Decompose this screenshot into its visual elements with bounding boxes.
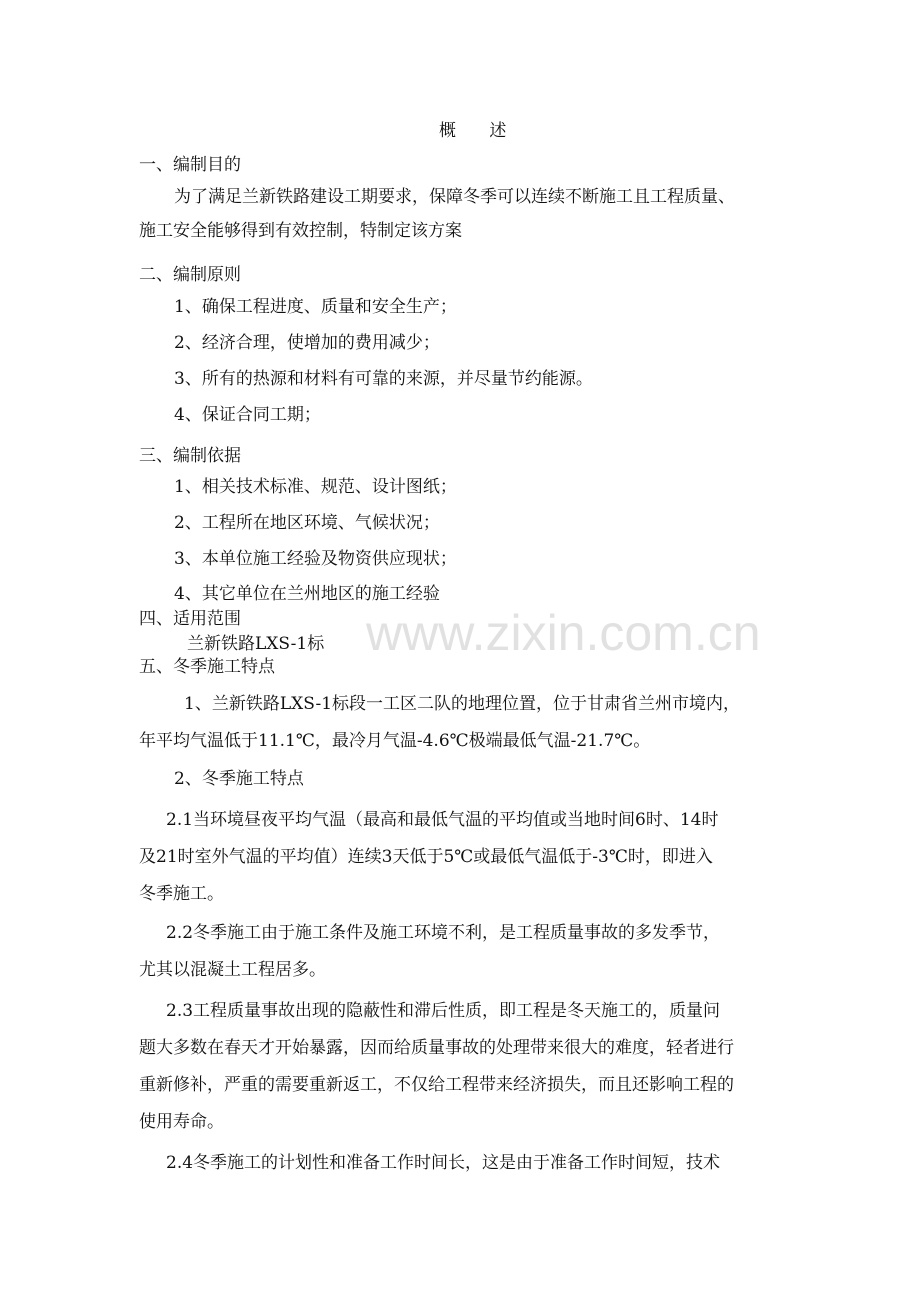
list-item: 4、保证合同工期； [174,405,321,425]
page-title: 概 述 [439,121,521,141]
paragraph-line: 为了满足兰新铁路建设工期要求，保障冬季可以连续不断施工且工程质量、 [174,187,735,207]
paragraph-line: 2.3工程质量事故出现的隐蔽性和滞后性质，即工程是冬天施工的，质量问 [166,1001,721,1021]
paragraph-line: 使用寿命。 [139,1112,224,1132]
paragraph-line: 尤其以混凝土工程居多。 [139,960,326,980]
paragraph-line: 施工安全能够得到有效控制，特制定该方案 [139,221,462,241]
list-item: 1、相关技术标准、规范、设计图纸； [174,477,457,497]
paragraph-line: 题大多数在春天才开始暴露，因而给质量事故的处理带来很大的难度，轻者进行 [139,1038,734,1058]
section-heading-principles: 二、编制原则 [139,265,241,285]
list-item: 2、工程所在地区环境、气候状况； [174,513,440,533]
paragraph-line: 2.2冬季施工由于施工条件及施工环境不利，是工程质量事故的多发季节， [166,923,721,943]
list-item: 2、经济合理，使增加的费用减少； [174,333,440,353]
paragraph-line: 及21时室外气温的平均值）连续3天低于5℃或最低气温低于-3℃时，即进入 [139,847,713,867]
section-heading-purpose: 一、编制目的 [139,155,241,175]
paragraph-line: 2.4冬季施工的计划性和准备工作时间长，这是由于准备工作时间短，技术 [166,1153,721,1173]
paragraph-line: 1、兰新铁路LXS-1标段一工区二队的地理位置，位于甘肃省兰州市境内， [184,694,741,714]
subsection-heading: 2、冬季施工特点 [174,769,304,789]
section-heading-scope: 四、适用范围 [139,609,241,629]
paragraph-line: 年平均气温低于11.1℃，最冷月气温-4.6℃极端最低气温-21.7℃。 [139,731,651,751]
paragraph-line: 2.1当环境昼夜平均气温（最高和最低气温的平均值或当地时间6时、14时 [166,810,719,830]
paragraph-line: 冬季施工。 [139,884,224,904]
watermark: www.zixin.com.cn [366,605,761,661]
list-item: 3、所有的热源和材料有可靠的来源，并尽量节约能源。 [174,369,593,389]
list-item: 4、其它单位在兰州地区的施工经验 [174,584,440,604]
list-item: 3、本单位施工经验及物资供应现状； [174,549,457,569]
section-heading-basis: 三、编制依据 [139,446,241,466]
list-item: 1、确保工程进度、质量和安全生产； [174,297,457,317]
paragraph-line: 重新修补，严重的需要重新返工，不仅给工程带来经济损失，而且还影响工程的 [139,1075,734,1095]
section-heading-features: 五、冬季施工特点 [139,657,275,677]
paragraph-line: 兰新铁路LXS-1标 [187,634,325,654]
